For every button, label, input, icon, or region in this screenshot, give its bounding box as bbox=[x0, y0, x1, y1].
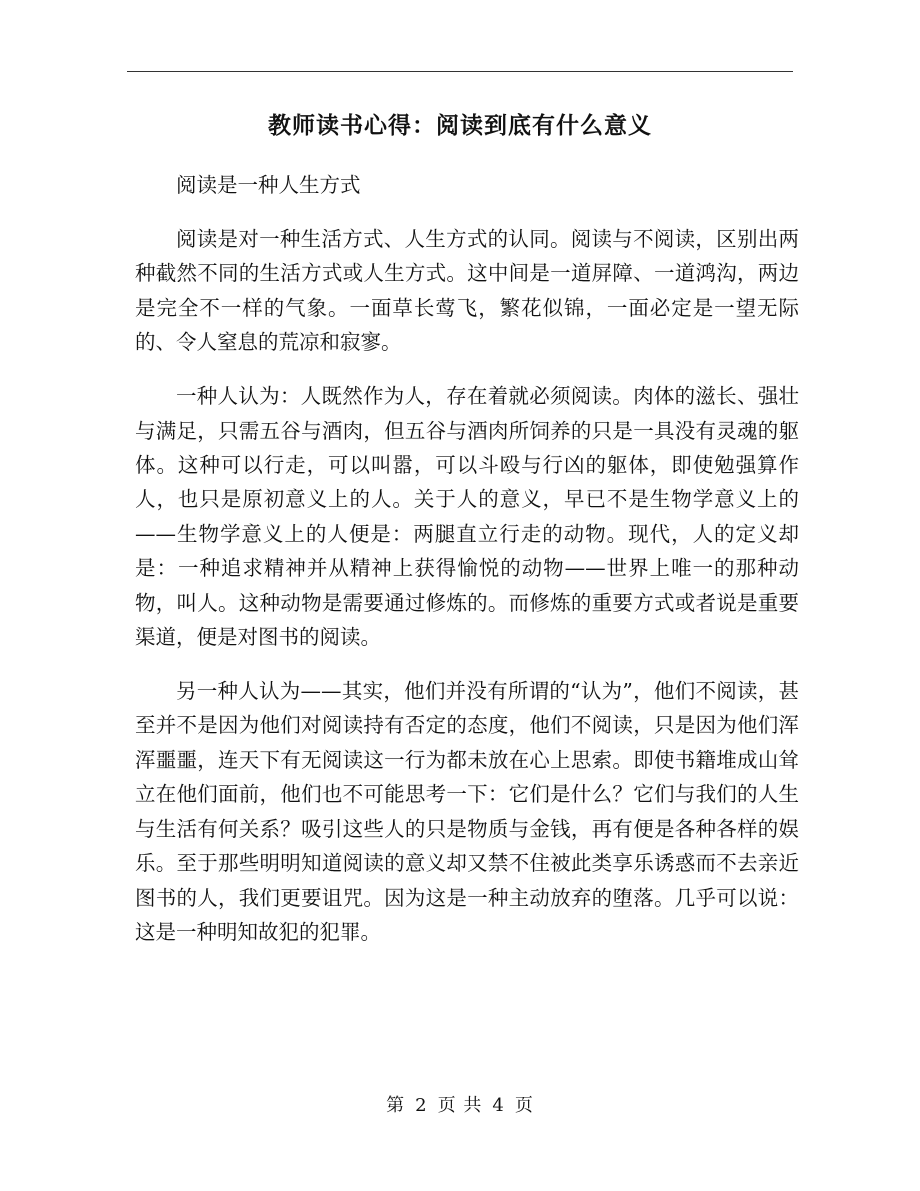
page-footer bbox=[127, 1092, 793, 1120]
document-title: 教师读书心得：阅读到底有什么意义 bbox=[268, 112, 652, 139]
document-body bbox=[135, 168, 799, 969]
footer-prefix: 第 bbox=[386, 1095, 406, 1116]
footer-total-pages: 4 bbox=[492, 1095, 505, 1116]
paragraph: 一种人认为：人既然作为人，存在着就必须阅读。肉体的滋长、强壮与满足，只需五谷与酒肉，但五谷与酒肉所饲养的只是一具没有灵魂的躯体。这种可以行走，可以叫嚣，可以斗殴与行凶的躯体，即使勉强算作人，也只是原初意义上的人。关于人的意义，早已不是生物学意义上的——生物学意义上的人便是：两腿直立行走的动物。现代，人的定义却是：一种追求精神并从精神上获得愉悦的动物——世界上唯一的那种动物，叫人。这种动物是需要通过修炼的。而修炼的重要方式或者说是重要渠道，便是对图书的阅读。 bbox=[135, 384, 799, 650]
footer-middle: 页 共 bbox=[437, 1095, 483, 1116]
header-rule bbox=[127, 71, 793, 72]
footer-current-page: 2 bbox=[415, 1095, 428, 1116]
paragraph-subheading: 阅读是一种人生方式 bbox=[176, 173, 361, 197]
paragraph: 阅读是对一种生活方式、人生方式的认同。阅读与不阅读，区别出两种截然不同的生活方式或人生方式。这中间是一道屏障、一道鸿沟，两边是完全不一样的气象。一面草长莺飞，繁花似锦，一面必定是一望无际的、令人窒息的荒凉和寂寥。 bbox=[135, 227, 799, 355]
footer-suffix: 页 bbox=[514, 1095, 534, 1116]
paragraph: 另一种人认为——其实，他们并没有所谓的“认为”，他们不阅读，甚至并不是因为他们对阅读持有否定的态度，他们不阅读，只是因为他们浑浑噩噩，连天下有无阅读这一行为都未放在心上思索。即使书籍堆成山耸立在他们面前，他们也不可能思考一下：它们是什么？它们与我们的人生与生活有何关系？吸引这些人的只是物质与金钱，再有便是各种各样的娱乐。至于那些明明知道阅读的意义却又禁不住被此类享乐诱惑而不去亲近图书的人，我们更要诅咒。因为这是一种主动放弃的堕落。几乎可以说：这是一种明知故犯的犯罪。 bbox=[135, 679, 799, 944]
